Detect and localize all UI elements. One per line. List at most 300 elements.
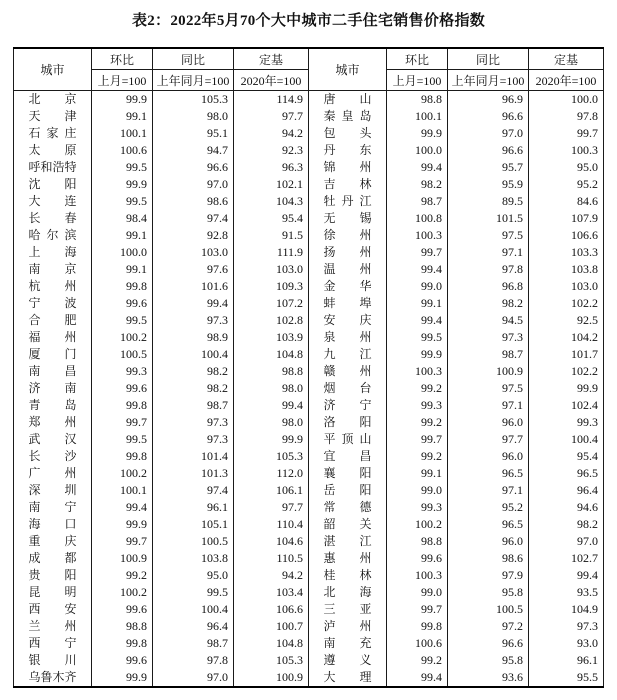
table-row [14, 176, 604, 193]
city-name: 合 肥 [28, 313, 77, 327]
city-name: 哈 尔 滨 [28, 228, 77, 242]
city-name: 金 华 [323, 279, 372, 293]
fixed-value-cell-left: 112.0 [234, 465, 309, 482]
yoy-value-cell-left: 98.0 [153, 108, 234, 125]
table-header [14, 48, 604, 91]
mom-value-cell-left: 99.9 [92, 91, 153, 109]
city-name: 南 昌 [28, 364, 77, 378]
mom-value-cell-right: 99.2 [387, 652, 448, 669]
city-name: 蚌 埠 [323, 296, 372, 310]
mom-value-cell-right: 99.0 [387, 278, 448, 295]
yoy-value-cell-left: 105.1 [153, 516, 234, 533]
fixed-value-cell-left: 104.6 [234, 533, 309, 550]
city-name: 丹 东 [323, 143, 372, 157]
mom-value-cell-left: 99.3 [92, 363, 153, 380]
fixed-value-cell-left: 109.3 [234, 278, 309, 295]
fixed-value-cell-left: 105.3 [234, 652, 309, 669]
mom-value-cell-right: 99.3 [387, 499, 448, 516]
fixed-value-cell-left: 95.4 [234, 210, 309, 227]
city-cell-right [309, 584, 387, 601]
yoy-value-cell-left: 98.9 [153, 329, 234, 346]
city-cell-left [14, 380, 92, 397]
yoy-value-cell-left: 99.5 [153, 584, 234, 601]
table-row [14, 108, 604, 125]
yoy-value-cell-right: 97.3 [448, 329, 529, 346]
fixed-value-cell-right: 103.3 [529, 244, 604, 261]
yoy-value-cell-right: 98.2 [448, 295, 529, 312]
city-cell-right [309, 669, 387, 687]
header-mom-base-left: 上月=100 [92, 70, 153, 91]
yoy-value-cell-right: 97.7 [448, 431, 529, 448]
fixed-value-cell-left: 104.8 [234, 346, 309, 363]
fixed-value-cell-right: 107.9 [529, 210, 604, 227]
city-name: 沈 阳 [28, 177, 77, 191]
page-title: 表2：2022年5月70个大中城市二手住宅销售价格指数 [131, 13, 486, 29]
fixed-value-cell-right: 96.5 [529, 465, 604, 482]
fixed-value-cell-left: 97.7 [234, 499, 309, 516]
yoy-value-cell-right: 96.5 [448, 465, 529, 482]
mom-value-cell-right: 99.4 [387, 159, 448, 176]
fixed-value-cell-right: 102.4 [529, 397, 604, 414]
city-name: 宁 波 [28, 296, 77, 310]
yoy-value-cell-left: 97.3 [153, 312, 234, 329]
city-cell-left [14, 193, 92, 210]
table-row [14, 482, 604, 499]
yoy-value-cell-right: 93.6 [448, 669, 529, 687]
table-row [14, 380, 604, 397]
mom-value-cell-right: 99.6 [387, 550, 448, 567]
yoy-value-cell-right: 96.0 [448, 414, 529, 431]
header-row-1 [14, 48, 604, 70]
city-cell-left [14, 567, 92, 584]
city-cell-right [309, 142, 387, 159]
mom-value-cell-left: 100.9 [92, 550, 153, 567]
city-name: 大 连 [28, 194, 77, 208]
yoy-value-cell-right: 97.5 [448, 227, 529, 244]
city-cell-left [14, 346, 92, 363]
city-cell-right [309, 601, 387, 618]
fixed-value-cell-left: 102.8 [234, 312, 309, 329]
fixed-value-cell-right: 95.0 [529, 159, 604, 176]
mom-value-cell-left: 99.1 [92, 108, 153, 125]
city-cell-right [309, 312, 387, 329]
city-cell-right [309, 397, 387, 414]
city-name: 贵 阳 [28, 568, 77, 582]
fixed-value-cell-right: 103.8 [529, 261, 604, 278]
city-cell-right [309, 363, 387, 380]
mom-value-cell-left: 100.2 [92, 584, 153, 601]
table-row [14, 210, 604, 227]
yoy-value-cell-left: 96.1 [153, 499, 234, 516]
city-name: 厦 门 [28, 347, 77, 361]
header-yoy-base-left: 上年同月=100 [153, 70, 234, 91]
yoy-value-cell-left: 100.4 [153, 346, 234, 363]
city-name: 重 庆 [28, 534, 77, 548]
city-name: 长 春 [28, 211, 77, 225]
city-cell-left [14, 142, 92, 159]
yoy-value-cell-left: 103.8 [153, 550, 234, 567]
fixed-value-cell-right: 97.0 [529, 533, 604, 550]
fixed-value-cell-right: 106.6 [529, 227, 604, 244]
city-cell-right [309, 431, 387, 448]
fixed-value-cell-left: 99.4 [234, 397, 309, 414]
mom-value-cell-left: 100.5 [92, 346, 153, 363]
fixed-value-cell-right: 100.4 [529, 431, 604, 448]
table-row [14, 363, 604, 380]
yoy-value-cell-left: 97.3 [153, 414, 234, 431]
mom-value-cell-left: 99.7 [92, 533, 153, 550]
mom-value-cell-right: 99.4 [387, 261, 448, 278]
city-name: 北 海 [323, 585, 372, 599]
city-name: 九 江 [323, 347, 372, 361]
yoy-value-cell-left: 99.4 [153, 295, 234, 312]
header-fixed-base-right: 2020年=100 [529, 70, 604, 91]
yoy-value-cell-left: 95.1 [153, 125, 234, 142]
city-name: 牡 丹 江 [323, 194, 372, 208]
mom-value-cell-left: 99.8 [92, 448, 153, 465]
mom-value-cell-right: 99.4 [387, 669, 448, 687]
yoy-value-cell-right: 97.0 [448, 125, 529, 142]
city-name: 襄 阳 [323, 466, 372, 480]
fixed-value-cell-left: 96.3 [234, 159, 309, 176]
header-fixed-left: 定基 [234, 48, 309, 70]
city-cell-left [14, 210, 92, 227]
city-name: 海 口 [28, 517, 77, 531]
mom-value-cell-right: 99.1 [387, 295, 448, 312]
yoy-value-cell-right: 95.9 [448, 176, 529, 193]
yoy-value-cell-right: 97.2 [448, 618, 529, 635]
yoy-value-cell-right: 100.9 [448, 363, 529, 380]
table-row [14, 227, 604, 244]
city-cell-right [309, 176, 387, 193]
city-name: 锦 州 [323, 160, 372, 174]
yoy-value-cell-right: 96.0 [448, 533, 529, 550]
header-city-left: 城市 [14, 48, 92, 91]
mom-value-cell-right: 100.0 [387, 142, 448, 159]
fixed-value-cell-left: 98.8 [234, 363, 309, 380]
yoy-value-cell-left: 96.4 [153, 618, 234, 635]
mom-value-cell-right: 100.3 [387, 363, 448, 380]
yoy-value-cell-right: 100.5 [448, 601, 529, 618]
table-row [14, 516, 604, 533]
city-cell-right [309, 618, 387, 635]
city-name: 宜 昌 [323, 449, 372, 463]
mom-value-cell-right: 99.9 [387, 125, 448, 142]
header-yoy-right: 同比 [448, 48, 529, 70]
fixed-value-cell-right: 98.2 [529, 516, 604, 533]
yoy-value-cell-right: 98.7 [448, 346, 529, 363]
city-cell-left [14, 414, 92, 431]
city-name: 石 家 庄 [28, 126, 77, 140]
city-cell-right [309, 278, 387, 295]
mom-value-cell-right: 100.8 [387, 210, 448, 227]
yoy-value-cell-right: 97.1 [448, 397, 529, 414]
yoy-value-cell-right: 101.5 [448, 210, 529, 227]
header-mom-base-right: 上月=100 [387, 70, 448, 91]
city-cell-right [309, 227, 387, 244]
table-row [14, 193, 604, 210]
city-name: 岳 阳 [323, 483, 372, 497]
mom-value-cell-left: 99.5 [92, 431, 153, 448]
price-index-table [13, 47, 604, 688]
city-name: 青 岛 [28, 398, 77, 412]
table-row [14, 618, 604, 635]
city-name: 赣 州 [323, 364, 372, 378]
yoy-value-cell-left: 100.4 [153, 601, 234, 618]
mom-value-cell-right: 100.3 [387, 227, 448, 244]
yoy-value-cell-left: 97.6 [153, 261, 234, 278]
table-row [14, 159, 604, 176]
city-name: 济 宁 [323, 398, 372, 412]
city-cell-right [309, 91, 387, 109]
city-cell-left [14, 91, 92, 109]
fixed-value-cell-left: 98.0 [234, 380, 309, 397]
fixed-value-cell-left: 100.9 [234, 669, 309, 687]
city-name: 三 亚 [323, 602, 372, 616]
city-name: 成 都 [28, 551, 77, 565]
table-row [14, 346, 604, 363]
fixed-value-cell-right: 95.2 [529, 176, 604, 193]
fixed-value-cell-right: 102.2 [529, 295, 604, 312]
city-cell-left [14, 108, 92, 125]
city-name: 郑 州 [28, 415, 77, 429]
header-yoy-left: 同比 [153, 48, 234, 70]
city-name: 南 宁 [28, 500, 77, 514]
fixed-value-cell-right: 92.5 [529, 312, 604, 329]
mom-value-cell-left: 99.9 [92, 669, 153, 687]
city-cell-left [14, 448, 92, 465]
city-cell-right [309, 380, 387, 397]
city-name: 秦 皇 岛 [323, 109, 372, 123]
city-name: 呼 和 浩 特 [28, 160, 77, 174]
fixed-value-cell-right: 93.0 [529, 635, 604, 652]
table-row [14, 312, 604, 329]
mom-value-cell-left: 99.5 [92, 312, 153, 329]
city-cell-right [309, 125, 387, 142]
yoy-value-cell-right: 96.0 [448, 448, 529, 465]
mom-value-cell-right: 99.4 [387, 312, 448, 329]
yoy-value-cell-left: 97.0 [153, 176, 234, 193]
city-name: 遵 义 [323, 653, 372, 667]
city-cell-right [309, 346, 387, 363]
mom-value-cell-right: 98.8 [387, 533, 448, 550]
city-name: 唐 山 [323, 92, 372, 106]
fixed-value-cell-left: 106.6 [234, 601, 309, 618]
city-name: 长 沙 [28, 449, 77, 463]
fixed-value-cell-right: 97.3 [529, 618, 604, 635]
mom-value-cell-right: 99.1 [387, 465, 448, 482]
table-row [14, 635, 604, 652]
yoy-value-cell-right: 97.9 [448, 567, 529, 584]
city-cell-left [14, 295, 92, 312]
fixed-value-cell-left: 114.9 [234, 91, 309, 109]
table-body [14, 91, 604, 688]
yoy-value-cell-right: 95.7 [448, 159, 529, 176]
fixed-value-cell-left: 98.0 [234, 414, 309, 431]
header-mom-right: 环比 [387, 48, 448, 70]
table-row [14, 669, 604, 687]
yoy-value-cell-left: 92.8 [153, 227, 234, 244]
city-cell-right [309, 193, 387, 210]
city-cell-left [14, 278, 92, 295]
city-name: 扬 州 [323, 245, 372, 259]
yoy-value-cell-left: 97.3 [153, 431, 234, 448]
table-row [14, 550, 604, 567]
city-name: 洛 阳 [323, 415, 372, 429]
city-cell-left [14, 227, 92, 244]
yoy-value-cell-left: 96.6 [153, 159, 234, 176]
fixed-value-cell-right: 100.0 [529, 91, 604, 109]
city-cell-left [14, 669, 92, 687]
mom-value-cell-left: 100.2 [92, 465, 153, 482]
mom-value-cell-left: 99.2 [92, 567, 153, 584]
city-cell-left [14, 635, 92, 652]
city-cell-left [14, 244, 92, 261]
city-cell-left [14, 465, 92, 482]
city-name: 温 州 [323, 262, 372, 276]
city-cell-left [14, 363, 92, 380]
city-cell-right [309, 261, 387, 278]
city-name: 北 京 [28, 92, 77, 106]
fixed-value-cell-left: 94.2 [234, 125, 309, 142]
fixed-value-cell-right: 99.7 [529, 125, 604, 142]
header-mom-left: 环比 [92, 48, 153, 70]
yoy-value-cell-left: 98.2 [153, 363, 234, 380]
mom-value-cell-left: 100.1 [92, 482, 153, 499]
fixed-value-cell-left: 110.4 [234, 516, 309, 533]
yoy-value-cell-left: 98.7 [153, 635, 234, 652]
fixed-value-cell-left: 103.4 [234, 584, 309, 601]
mom-value-cell-left: 99.8 [92, 397, 153, 414]
city-name: 无 锡 [323, 211, 372, 225]
mom-value-cell-left: 99.6 [92, 295, 153, 312]
fixed-value-cell-left: 107.2 [234, 295, 309, 312]
mom-value-cell-right: 99.7 [387, 601, 448, 618]
header-yoy-base-right: 上年同月=100 [448, 70, 529, 91]
mom-value-cell-right: 100.2 [387, 516, 448, 533]
yoy-value-cell-left: 98.6 [153, 193, 234, 210]
city-cell-left [14, 533, 92, 550]
city-cell-right [309, 448, 387, 465]
city-cell-left [14, 584, 92, 601]
yoy-value-cell-right: 89.5 [448, 193, 529, 210]
yoy-value-cell-left: 105.3 [153, 91, 234, 109]
city-cell-right [309, 533, 387, 550]
city-name: 昆 明 [28, 585, 77, 599]
mom-value-cell-left: 100.6 [92, 142, 153, 159]
city-name: 泉 州 [323, 330, 372, 344]
mom-value-cell-right: 99.5 [387, 329, 448, 346]
city-cell-left [14, 312, 92, 329]
city-name: 平 顶 山 [323, 432, 372, 446]
yoy-value-cell-left: 97.0 [153, 669, 234, 687]
city-cell-left [14, 431, 92, 448]
fixed-value-cell-left: 91.5 [234, 227, 309, 244]
mom-value-cell-right: 100.3 [387, 567, 448, 584]
city-name: 兰 州 [28, 619, 77, 633]
mom-value-cell-left: 99.6 [92, 652, 153, 669]
city-name: 泸 州 [323, 619, 372, 633]
fixed-value-cell-right: 99.3 [529, 414, 604, 431]
fixed-value-cell-left: 103.9 [234, 329, 309, 346]
mom-value-cell-left: 99.9 [92, 176, 153, 193]
city-cell-left [14, 482, 92, 499]
yoy-value-cell-left: 97.4 [153, 482, 234, 499]
city-cell-left [14, 176, 92, 193]
mom-value-cell-left: 100.0 [92, 244, 153, 261]
yoy-value-cell-right: 96.6 [448, 108, 529, 125]
city-cell-right [309, 414, 387, 431]
city-cell-right [309, 499, 387, 516]
table-row [14, 414, 604, 431]
yoy-value-cell-right: 95.8 [448, 652, 529, 669]
fixed-value-cell-right: 99.4 [529, 567, 604, 584]
city-cell-left [14, 652, 92, 669]
mom-value-cell-left: 99.9 [92, 516, 153, 533]
yoy-value-cell-left: 103.0 [153, 244, 234, 261]
mom-value-cell-left: 98.4 [92, 210, 153, 227]
yoy-value-cell-right: 97.1 [448, 482, 529, 499]
table-row [14, 142, 604, 159]
city-cell-left [14, 601, 92, 618]
city-cell-right [309, 652, 387, 669]
city-name: 西 宁 [28, 636, 77, 650]
fixed-value-cell-right: 99.9 [529, 380, 604, 397]
mom-value-cell-left: 99.6 [92, 601, 153, 618]
city-cell-left [14, 159, 92, 176]
table-row [14, 278, 604, 295]
city-name: 杭 州 [28, 279, 77, 293]
city-name: 常 德 [323, 500, 372, 514]
mom-value-cell-right: 99.7 [387, 244, 448, 261]
city-name: 银 川 [28, 653, 77, 667]
table-row [14, 567, 604, 584]
mom-value-cell-right: 98.2 [387, 176, 448, 193]
fixed-value-cell-right: 95.4 [529, 448, 604, 465]
yoy-value-cell-right: 96.5 [448, 516, 529, 533]
fixed-value-cell-left: 100.7 [234, 618, 309, 635]
fixed-value-cell-right: 95.5 [529, 669, 604, 687]
table-row [14, 397, 604, 414]
table-row [14, 652, 604, 669]
city-cell-left [14, 261, 92, 278]
yoy-value-cell-right: 97.8 [448, 261, 529, 278]
fixed-value-cell-right: 93.5 [529, 584, 604, 601]
table-row [14, 125, 604, 142]
city-name: 安 庆 [323, 313, 372, 327]
city-cell-left [14, 499, 92, 516]
fixed-value-cell-right: 104.9 [529, 601, 604, 618]
city-cell-left [14, 550, 92, 567]
yoy-value-cell-left: 101.3 [153, 465, 234, 482]
mom-value-cell-left: 99.8 [92, 278, 153, 295]
table-row [14, 448, 604, 465]
city-name: 桂 林 [323, 568, 372, 582]
mom-value-cell-right: 100.1 [387, 108, 448, 125]
yoy-value-cell-left: 98.7 [153, 397, 234, 414]
city-name: 天 津 [28, 109, 77, 123]
city-name: 济 南 [28, 381, 77, 395]
yoy-value-cell-left: 98.2 [153, 380, 234, 397]
fixed-value-cell-left: 104.8 [234, 635, 309, 652]
city-cell-right [309, 465, 387, 482]
yoy-value-cell-left: 97.8 [153, 652, 234, 669]
city-name: 广 州 [28, 466, 77, 480]
yoy-value-cell-left: 97.4 [153, 210, 234, 227]
city-name: 包 头 [323, 126, 372, 140]
table-row [14, 329, 604, 346]
table-row [14, 601, 604, 618]
